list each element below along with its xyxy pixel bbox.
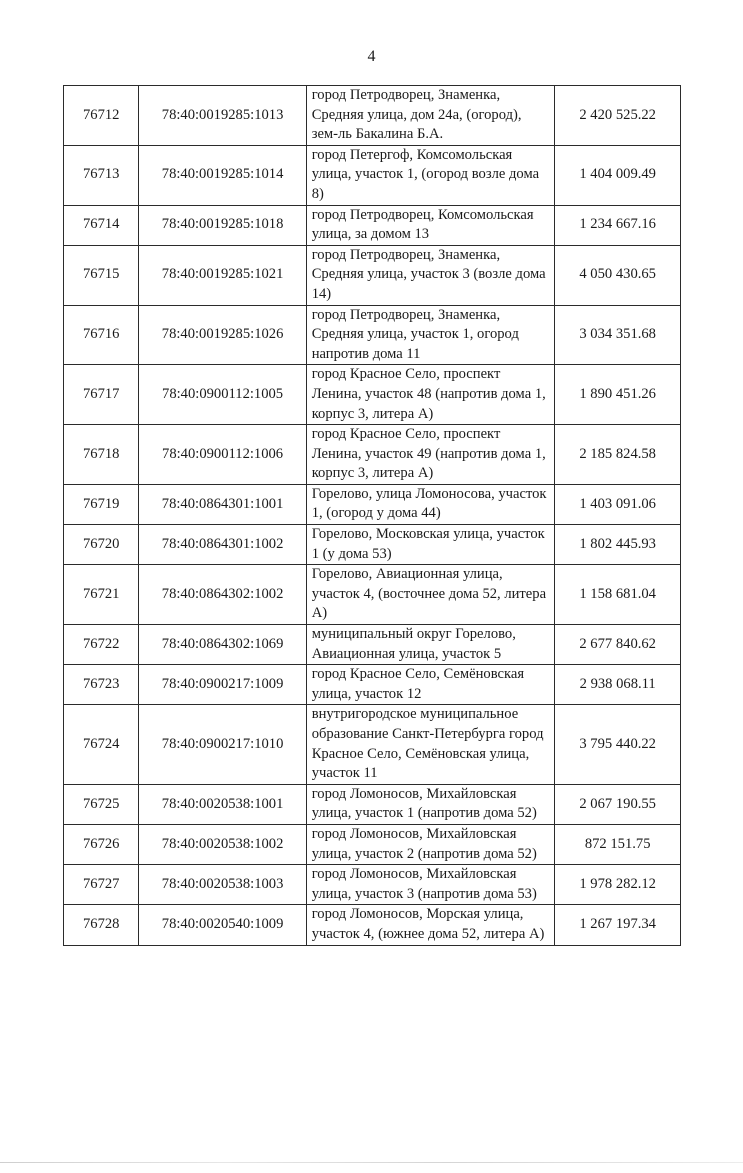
address-cell: город Петродворец, Знаменка, Средняя улица, участок 1, огород напротив дома 11 — [306, 305, 555, 365]
cadastral-number-cell: 78:40:0900112:1005 — [139, 365, 306, 425]
address-cell: город Ломоносов, Морская улица, участок 4, (южнее дома 52, литера А) — [306, 905, 555, 945]
address-cell: город Красное Село, проспект Ленина, участок 49 (напротив дома 1, корпус 3, литера А) — [306, 425, 555, 485]
cadastral-number-cell: 78:40:0900217:1010 — [139, 705, 306, 784]
row-number-cell: 76720 — [64, 525, 139, 565]
address-cell: город Красное Село, проспект Ленина, участок 48 (напротив дома 1, корпус 3, литера А) — [306, 365, 555, 425]
address-cell: Горелово, Авиационная улица, участок 4, (восточнее дома 52, литера А) — [306, 565, 555, 625]
cadastral-number-cell: 78:40:0900112:1006 — [139, 425, 306, 485]
row-number-cell: 76712 — [64, 86, 139, 146]
row-number-cell: 76713 — [64, 145, 139, 205]
cadastral-number-cell: 78:40:0864301:1002 — [139, 525, 306, 565]
row-number-cell: 76722 — [64, 625, 139, 665]
row-number-cell: 76723 — [64, 665, 139, 705]
address-cell: Горелово, Московская улица, участок 1 (у дома 53) — [306, 525, 555, 565]
cadastral-value-cell: 872 151.75 — [555, 824, 681, 864]
table-row — [64, 784, 681, 824]
cadastral-number-cell: 78:40:0019285:1018 — [139, 205, 306, 245]
row-number-cell: 76727 — [64, 865, 139, 905]
page-number: 4 — [367, 48, 376, 65]
table-row — [64, 665, 681, 705]
table-row — [64, 565, 681, 625]
cadastral-value-cell: 3 034 351.68 — [555, 305, 681, 365]
row-number-cell: 76728 — [64, 905, 139, 945]
land-plot-table — [63, 85, 681, 946]
cadastral-value-cell: 2 420 525.22 — [555, 86, 681, 146]
table-row — [64, 865, 681, 905]
cadastral-number-cell: 78:40:0020538:1003 — [139, 865, 306, 905]
address-cell: Горелово, улица Ломоносова, участок 1, (огород у дома 44) — [306, 484, 555, 524]
table-row — [64, 484, 681, 524]
table-row — [64, 625, 681, 665]
address-cell: город Петродворец, Комсомольская улица, за домом 13 — [306, 205, 555, 245]
cadastral-value-cell: 3 795 440.22 — [555, 705, 681, 784]
row-number-cell: 76719 — [64, 484, 139, 524]
row-number-cell: 76725 — [64, 784, 139, 824]
address-cell: город Петергоф, Комсомольская улица, участок 1, (огород возле дома 8) — [306, 145, 555, 205]
address-cell: город Ломоносов, Михайловская улица, участок 1 (напротив дома 52) — [306, 784, 555, 824]
address-cell: город Петродворец, Знаменка, Средняя улица, участок 3 (возле дома 14) — [306, 245, 555, 305]
cadastral-number-cell: 78:40:0020538:1001 — [139, 784, 306, 824]
address-cell: внутригородское муниципальное образование Санкт-Петербурга город Красное Село, Семёновская улица, участок 11 — [306, 705, 555, 784]
cadastral-number-cell: 78:40:0864302:1002 — [139, 565, 306, 625]
table-row — [64, 365, 681, 425]
table-body — [64, 86, 681, 946]
address-cell: город Петродворец, Знаменка, Средняя улица, дом 24а, (огород), зем-ль Бакалина Б.А. — [306, 86, 555, 146]
scan-edge-divider — [0, 1162, 743, 1163]
cadastral-value-cell: 1 404 009.49 — [555, 145, 681, 205]
table-row — [64, 245, 681, 305]
row-number-cell: 76716 — [64, 305, 139, 365]
cadastral-number-cell: 78:40:0864302:1069 — [139, 625, 306, 665]
row-number-cell: 76717 — [64, 365, 139, 425]
row-number-cell: 76726 — [64, 824, 139, 864]
cadastral-value-cell: 2 677 840.62 — [555, 625, 681, 665]
cadastral-value-cell: 1 802 445.93 — [555, 525, 681, 565]
address-cell: город Красное Село, Семёновская улица, участок 12 — [306, 665, 555, 705]
cadastral-number-cell: 78:40:0864301:1001 — [139, 484, 306, 524]
row-number-cell: 76718 — [64, 425, 139, 485]
address-cell: город Ломоносов, Михайловская улица, участок 3 (напротив дома 53) — [306, 865, 555, 905]
row-number-cell: 76721 — [64, 565, 139, 625]
cadastral-number-cell: 78:40:0019285:1026 — [139, 305, 306, 365]
table-row — [64, 705, 681, 784]
row-number-cell: 76724 — [64, 705, 139, 784]
cadastral-value-cell: 1 978 282.12 — [555, 865, 681, 905]
cadastral-number-cell: 78:40:0019285:1013 — [139, 86, 306, 146]
table-row — [64, 905, 681, 945]
cadastral-value-cell: 1 890 451.26 — [555, 365, 681, 425]
cadastral-value-cell: 4 050 430.65 — [555, 245, 681, 305]
cadastral-number-cell: 78:40:0019285:1014 — [139, 145, 306, 205]
cadastral-value-cell: 2 938 068.11 — [555, 665, 681, 705]
cadastral-number-cell: 78:40:0019285:1021 — [139, 245, 306, 305]
cadastral-value-cell: 1 403 091.06 — [555, 484, 681, 524]
cadastral-value-cell: 2 185 824.58 — [555, 425, 681, 485]
cadastral-value-cell: 1 234 667.16 — [555, 205, 681, 245]
cadastral-number-cell: 78:40:0900217:1009 — [139, 665, 306, 705]
row-number-cell: 76714 — [64, 205, 139, 245]
address-cell: город Ломоносов, Михайловская улица, участок 2 (напротив дома 52) — [306, 824, 555, 864]
table-row — [64, 305, 681, 365]
address-cell: муниципальный округ Горелово, Авиационная улица, участок 5 — [306, 625, 555, 665]
cadastral-number-cell: 78:40:0020538:1002 — [139, 824, 306, 864]
cadastral-value-cell: 1 158 681.04 — [555, 565, 681, 625]
row-number-cell: 76715 — [64, 245, 139, 305]
table-row — [64, 86, 681, 146]
table-row — [64, 205, 681, 245]
table-row — [64, 425, 681, 485]
cadastral-value-cell: 1 267 197.34 — [555, 905, 681, 945]
cadastral-value-cell: 2 067 190.55 — [555, 784, 681, 824]
cadastral-number-cell: 78:40:0020540:1009 — [139, 905, 306, 945]
table-row — [64, 525, 681, 565]
table-row — [64, 824, 681, 864]
table-row — [64, 145, 681, 205]
